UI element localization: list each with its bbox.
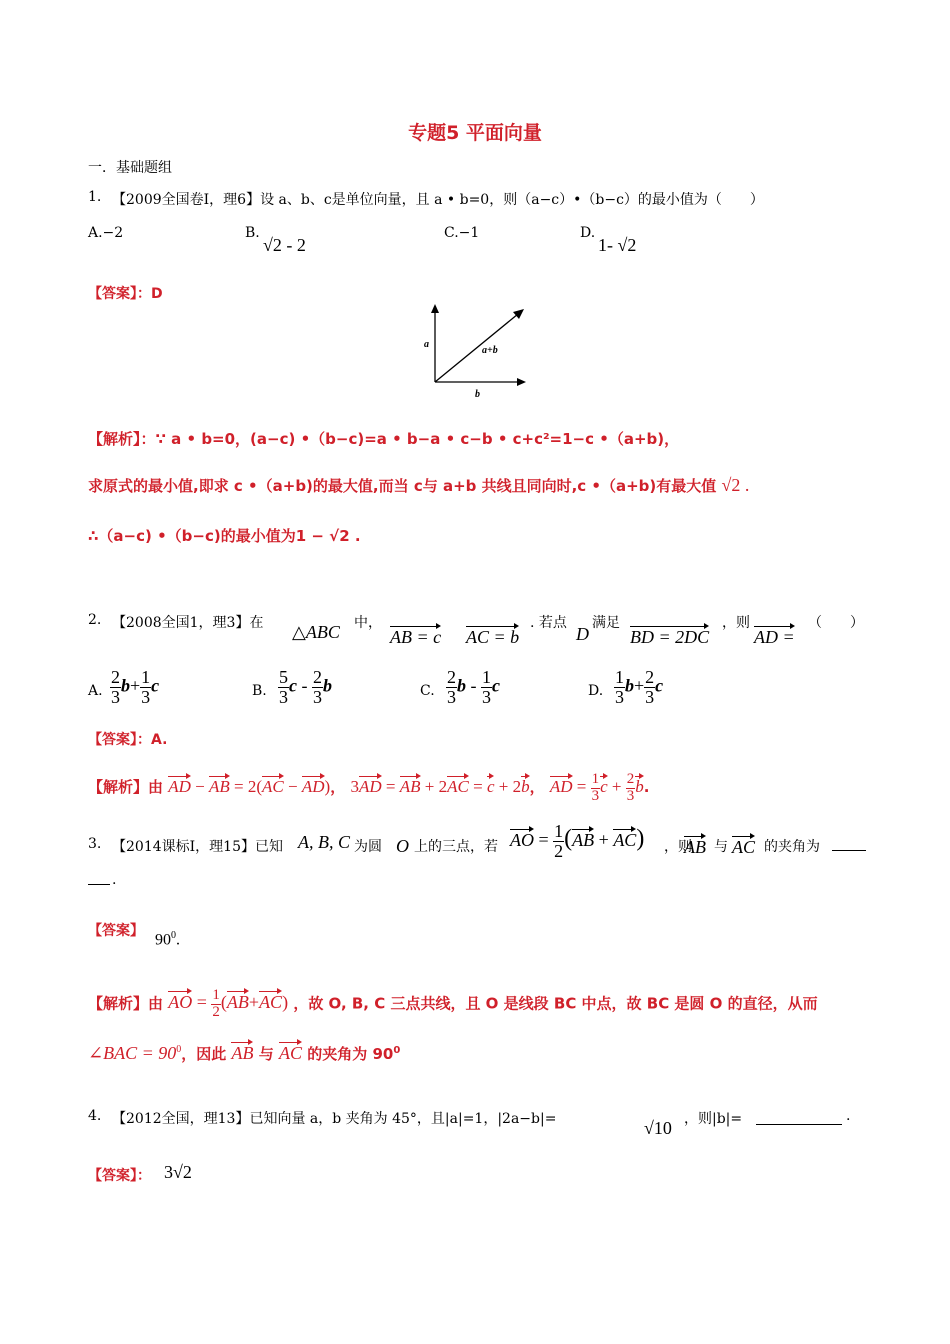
q3-solution-angle: ∠BAC = $90^0$ [88,1043,182,1063]
q1-option-d-label: D. [580,225,596,241]
q2-eq-ab [390,624,441,648]
q3-answer-number: 90 [155,931,171,949]
q3-points: A, B, C [298,832,350,852]
q3-stem-angle: 的夹角为 [764,839,820,855]
q3-stem-and: 与 [714,839,728,855]
q2-point-d: D [576,624,589,644]
q4-period: . [846,1108,851,1124]
q2-eq-ab-text: AB = c [390,624,441,648]
q3-solution-angle-text: ∠BAC = 90 [88,1043,177,1063]
q2-solution-eq2: 3AD = AB + 2AC = c + 2b [350,777,529,796]
q2-answer: 【答案】：A. [88,732,168,748]
q2-stem-then: ，则 [722,615,750,631]
q2-solution-sep: ， [330,778,346,797]
fig-label-a-plus-b: a+b [482,345,498,356]
q3-solution-label: 【解析】由 [88,994,164,1013]
q3-circle-o: O [396,836,409,856]
q2-stem-point: . 若点 [530,615,567,631]
q3-vec-ab: AB [684,834,706,858]
q2-stem-satisfy: 满足 [592,615,620,631]
q2-option-b-expr: $\frac{5}{3}$ c - $\frac{2}{3}$ b [279,667,332,707]
q3-stem-then: ，则 [664,839,692,855]
q2-option-c-label: C. [420,683,435,699]
q2-eq-bd [630,624,709,648]
q3-solution-text: ，故 O, B, C 三点共线，且 O 是线段 BC 中点，故 BC 是圆 O 的直径，从而 [293,994,818,1013]
q3-solution-eq: AO = $\frac{1}{2}$ (AB+AC) [168,987,289,1020]
q2-number: 2. [88,612,102,628]
q3-solution-therefore: ，因此 [181,1045,227,1063]
q3-blank-2 [88,884,110,885]
q1-solution-line2 [88,475,749,496]
q2-paren: （ ） [808,615,864,631]
q3-solution-angle-is: 的夹角为 90 [307,1045,394,1063]
q3-blank-1 [832,850,866,851]
q3-solution-line1 [88,988,818,1021]
q2-eq-ac [466,624,519,648]
q2-option-a-expr: $\frac{2}{3}$ b+ $\frac{1}{3}$ c [111,667,160,707]
q4-answer-blank [756,1124,842,1125]
q2-option-d-expr: $\frac{1}{3}$ b+ $\frac{2}{3}$ c [615,667,664,707]
q2-eq-ac-text: AC = b [466,624,519,648]
q3-answer: 【答案】 [88,923,144,939]
q2-solution-end: . [643,778,650,797]
q1-option-b-label: B. [245,225,260,241]
q2-option-c-expr: $\frac{2}{3}$ b - $\frac{1}{3}$ c [447,667,500,707]
q3-condition: AO = $\frac{1}{2}$ (AB + AC) [510,821,645,861]
q4-number: 4. [88,1108,102,1124]
q3-number: 3. [88,836,102,852]
q2-stem-start: 【2008全国1，理3】在 [112,615,264,631]
q1-solution-line3: ∴（a−c) •（b−c)的最小值为1 − √2 . [88,527,361,545]
q2-solution-eq3: AD = $\frac{1}{3}$ c + $\frac{2}{3}$ b [549,771,644,804]
q3-stem-start: 【2014课标Ⅰ，理15】已知 [112,839,283,855]
q2-option-b-label: B. [252,683,267,699]
q4-answer: 【答案】： [88,1168,151,1184]
q2-eq-bd-text: BD = 2DC [630,624,709,648]
q2-eq-ad [754,624,795,648]
q2-eq-ad-text: AD = [754,624,795,648]
q1-solution-line2-sqrt: √2 . [721,475,750,495]
section-heading: 一．基础题组 [88,160,172,176]
q4-stem: 【2012全国，理13】已知向量 a，b 夹角为 45°，且|a|=1，|2a−b|= [112,1111,557,1127]
q1-answer: 【答案】：D [88,286,163,302]
q3-blank-period: . [112,872,117,888]
q2-solution-eq1: AD − AB = 2(AC − AD) [168,777,330,796]
q1-option-b-value: √2 - 2 [263,235,306,255]
q1-option-c: C.−1 [444,225,480,241]
q2-solution: 【解析】由 AD − AB = 2(AC − AD)， 3AD = AB + 2AC = c + 2b， AD = $\frac{1}{3}$ c + $\frac{2}{3}$ b. [88,771,650,804]
fig-label-b: b [475,389,480,400]
q1-number: 1. [88,189,102,205]
vector-diagram [420,300,540,400]
q4-stem-tail: ，则|b|= [684,1111,743,1127]
q2-option-a-label: A. [88,683,103,699]
q3-stem-circle: 为圆 [354,839,382,855]
q2-solution-label: 【解析】由 [88,778,164,797]
page-title: 专题5 平面向量 [408,122,542,144]
fig-label-a: a [424,339,429,350]
q1-solution-line1: 【解析】：∵ a • b=0，(a−c) •（b−c)=a • b−a • c−b • c+c²=1−c •（a+b)， [88,430,680,448]
q3-solution-line2: ∠BAC = $90^0$，因此 AB 与 AC 的夹角为 $90^0$ [88,1040,400,1064]
q3-solution-and: 与 [258,1045,274,1063]
q3-stem-if: 上的三点，若 [414,839,498,855]
q1-solution-line2-text: 求原式的最小值,即求 c •（a+b)的最大值,而当 c与 a+b 共线且同向时,c •（a+b)有最大值 [88,477,717,495]
q4-answer-value: 3√2 [164,1162,192,1182]
q2-option-d-label: D. [588,683,604,699]
q1-option-d-value: 1- √2 [598,235,637,255]
q1-stem: 【2009全国卷Ⅰ，理6】设 a、b、c是单位向量，且 a • b=0，则（a−c）•（b−c）的最小值为（ ） [112,192,764,208]
q1-option-a: A.−2 [88,225,124,241]
q2-stem-mid: 中， [354,615,382,631]
q4-sqrt10: √10 [644,1118,672,1138]
q3-answer-value: $90^0$. [155,930,180,949]
q2-triangle: △ABC [292,622,340,642]
q3-vec-ac: AC [732,834,755,858]
